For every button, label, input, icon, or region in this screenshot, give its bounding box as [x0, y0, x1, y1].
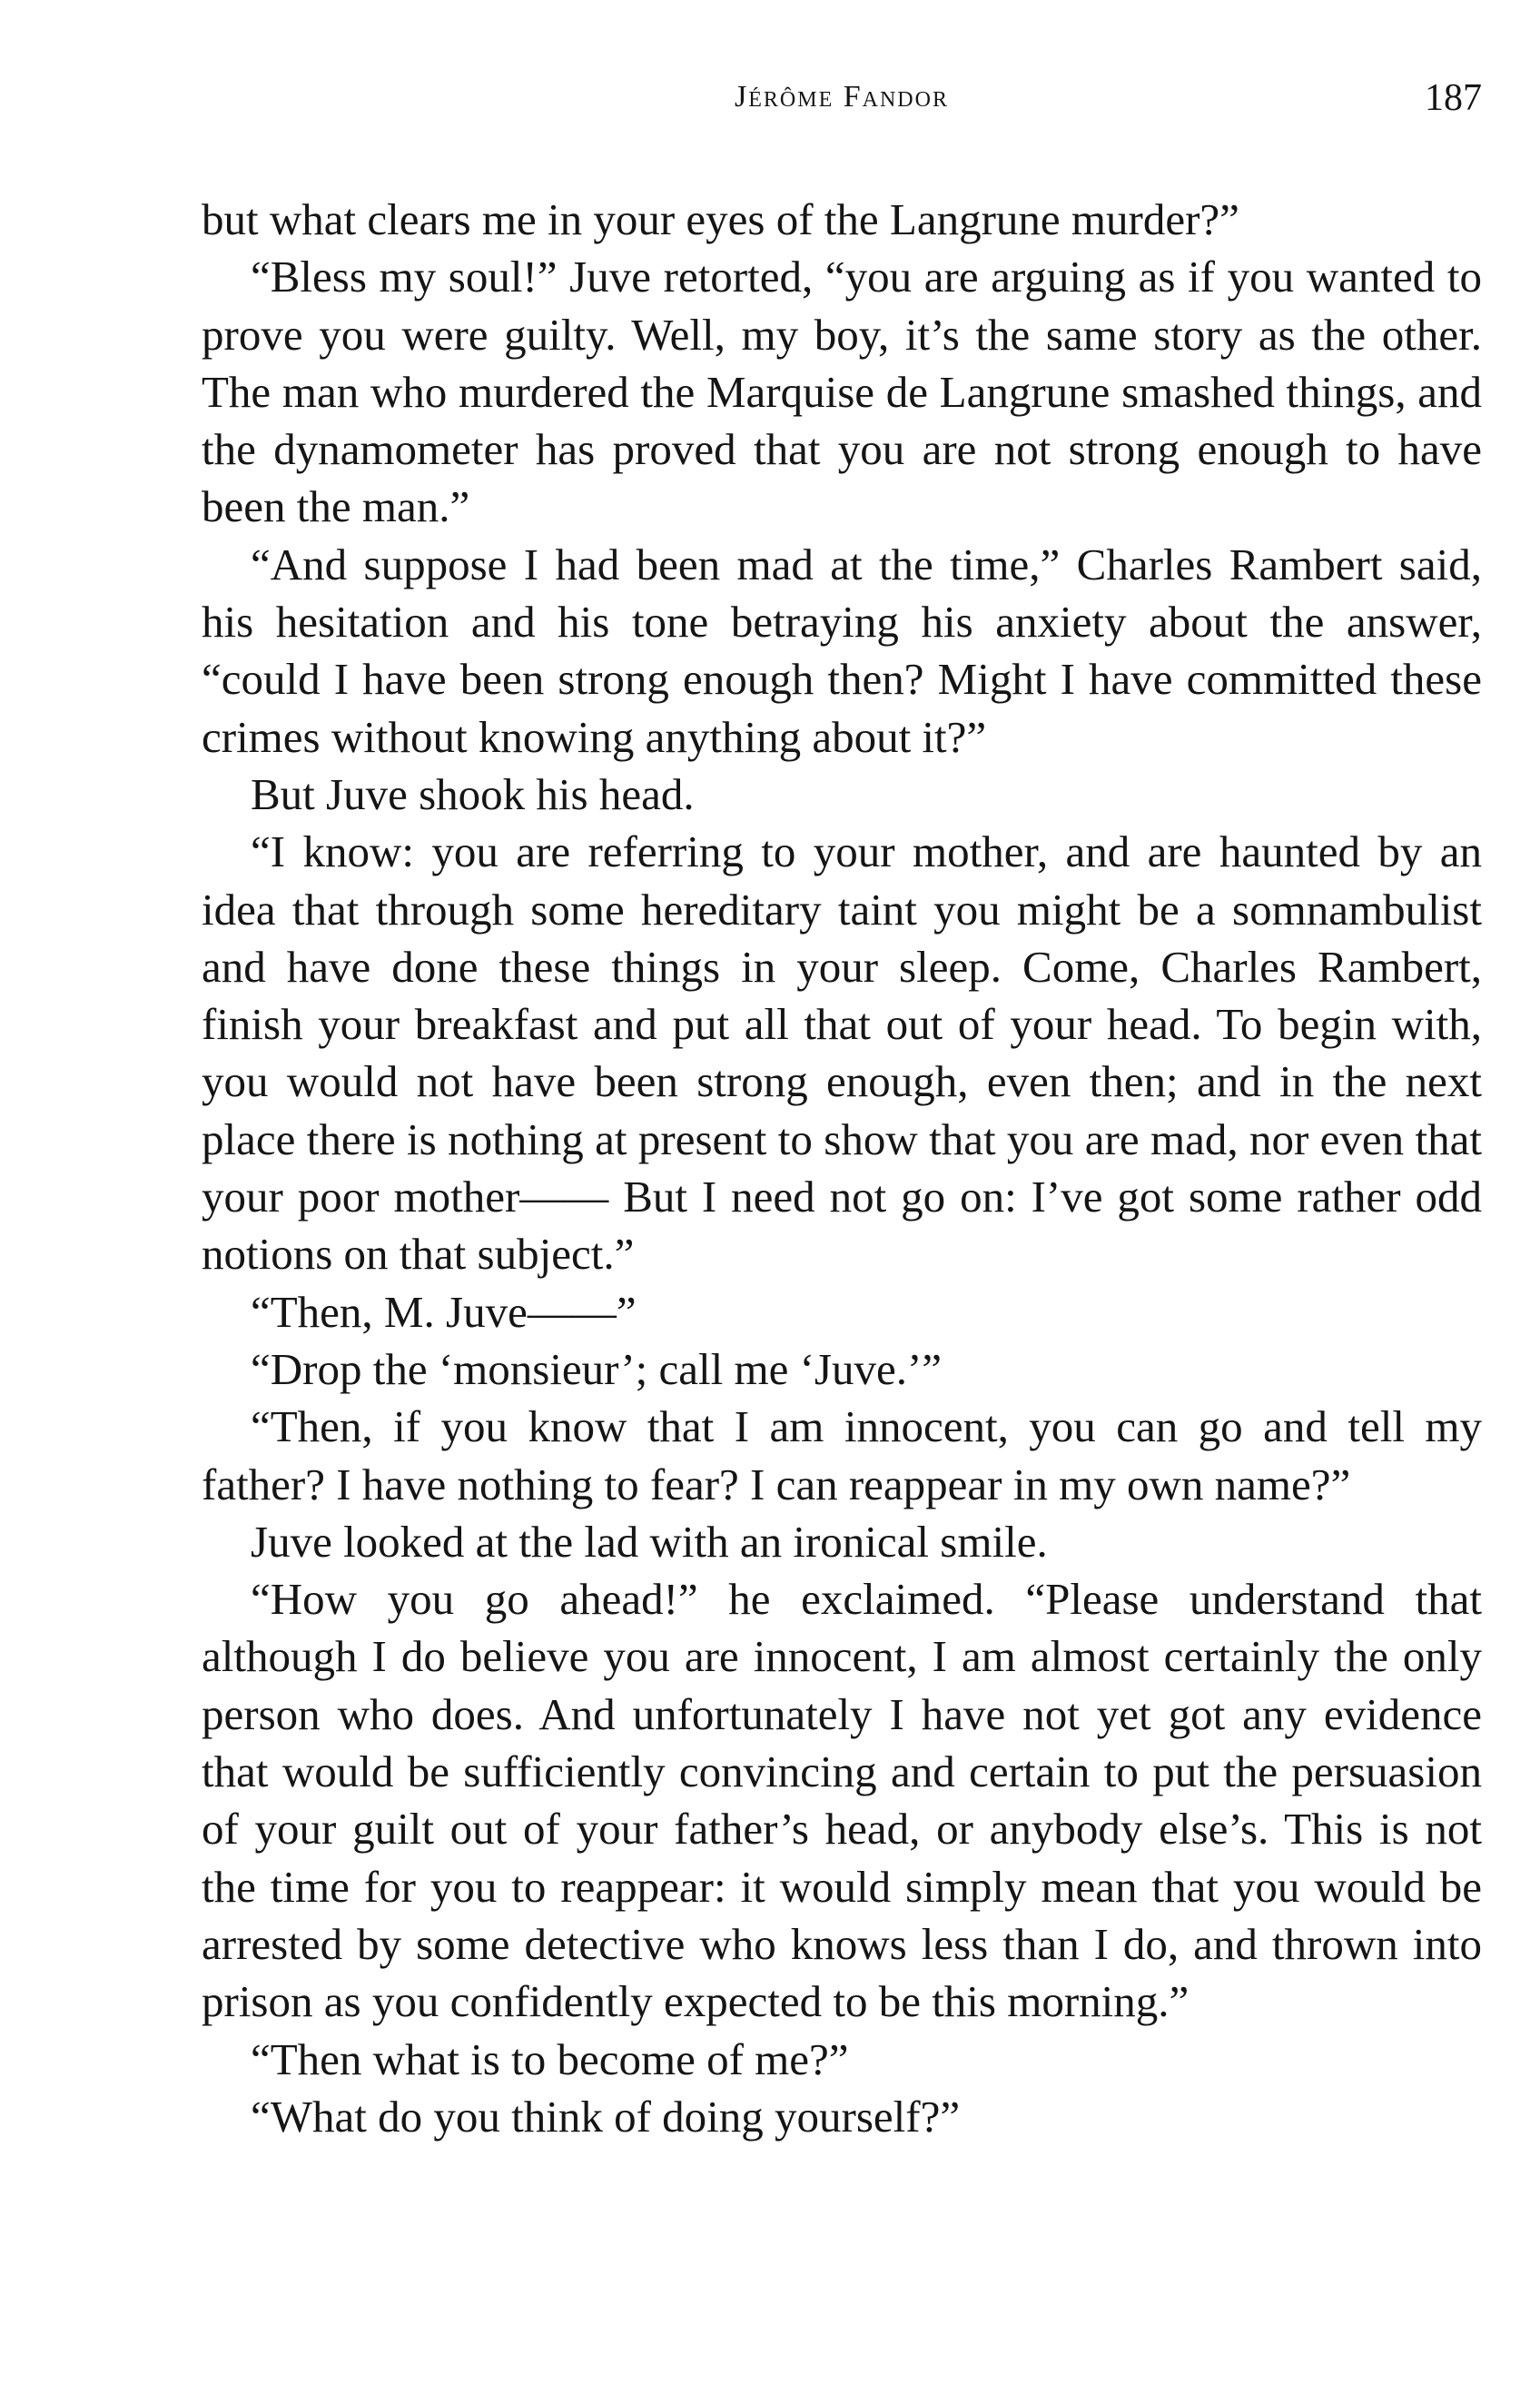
- paragraph: “And suppose I had been mad at the time,” Charles Rambert said, his hesitation and his tone betraying his anxiety about the answer, “could I have been strong enough then? Might I have committed these crimes without knowing anything about it?”: [202, 539, 1482, 762]
- paragraph: “Then what is to become of me?”: [251, 2033, 849, 2084]
- paragraph: “I know: you are referring to your mother, and are haunted by an idea that through some hereditary taint you might be a somnambulist and have done these things in your sleep. Come, Charles Rambert, finish your breakfast and put all that out of your head. To begin with, you would not have been strong enough, even then; and in the next place there is nothing at present to show that you are mad, nor even that your poor mother—— But I need not go on: I’ve got some rather odd notions on that subject.”: [202, 826, 1482, 1280]
- paragraph: “Then, M. Juve——”: [251, 1286, 637, 1337]
- paragraph: “Drop the ‘monsieur’; call me ‘Juve.’”: [251, 1343, 943, 1394]
- body-text: [202, 191, 1482, 2145]
- running-head: [202, 77, 1482, 134]
- paragraph: But Juve shook his head.: [251, 768, 695, 819]
- paragraph: “Then, if you know that I am innocent, you can go and tell my father? I have nothing to fear? I can reappear in my own name?”: [202, 1401, 1482, 1509]
- paragraph: Juve looked at the lad with an ironical smile.: [251, 1516, 1048, 1567]
- paragraph: “What do you think of doing yourself?”: [251, 2091, 961, 2142]
- paragraph: “Bless my soul!” Juve retorted, “you are arguing as if you wanted to prove you were guilty. Well, my boy, it’s the same story as the other. The man who murdered the Marquise de Langrune smashed things, and the dynamometer has proved that you are not strong enough to have been the man.”: [202, 252, 1482, 532]
- paragraph: but what clears me in your eyes of the Langrune murder?”: [202, 194, 1239, 244]
- paragraph: “How you go ahead!” he exclaimed. “Please understand that although I do believe you are innocent, I am almost certainly the only person who does. And unfortunately I have not yet got any evidence that would be sufficiently convincing and certain to put the persuasion of your guilt out of your father’s head, or anybody else’s. This is not the time for you to reappear: it would simply mean that you would be arrested by some detective who knows less than I do, and thrown into prison as you confidently expected to be this morning.”: [202, 1574, 1482, 2027]
- running-title: Jérôme Fandor: [735, 80, 949, 114]
- page-number: 187: [1425, 77, 1482, 119]
